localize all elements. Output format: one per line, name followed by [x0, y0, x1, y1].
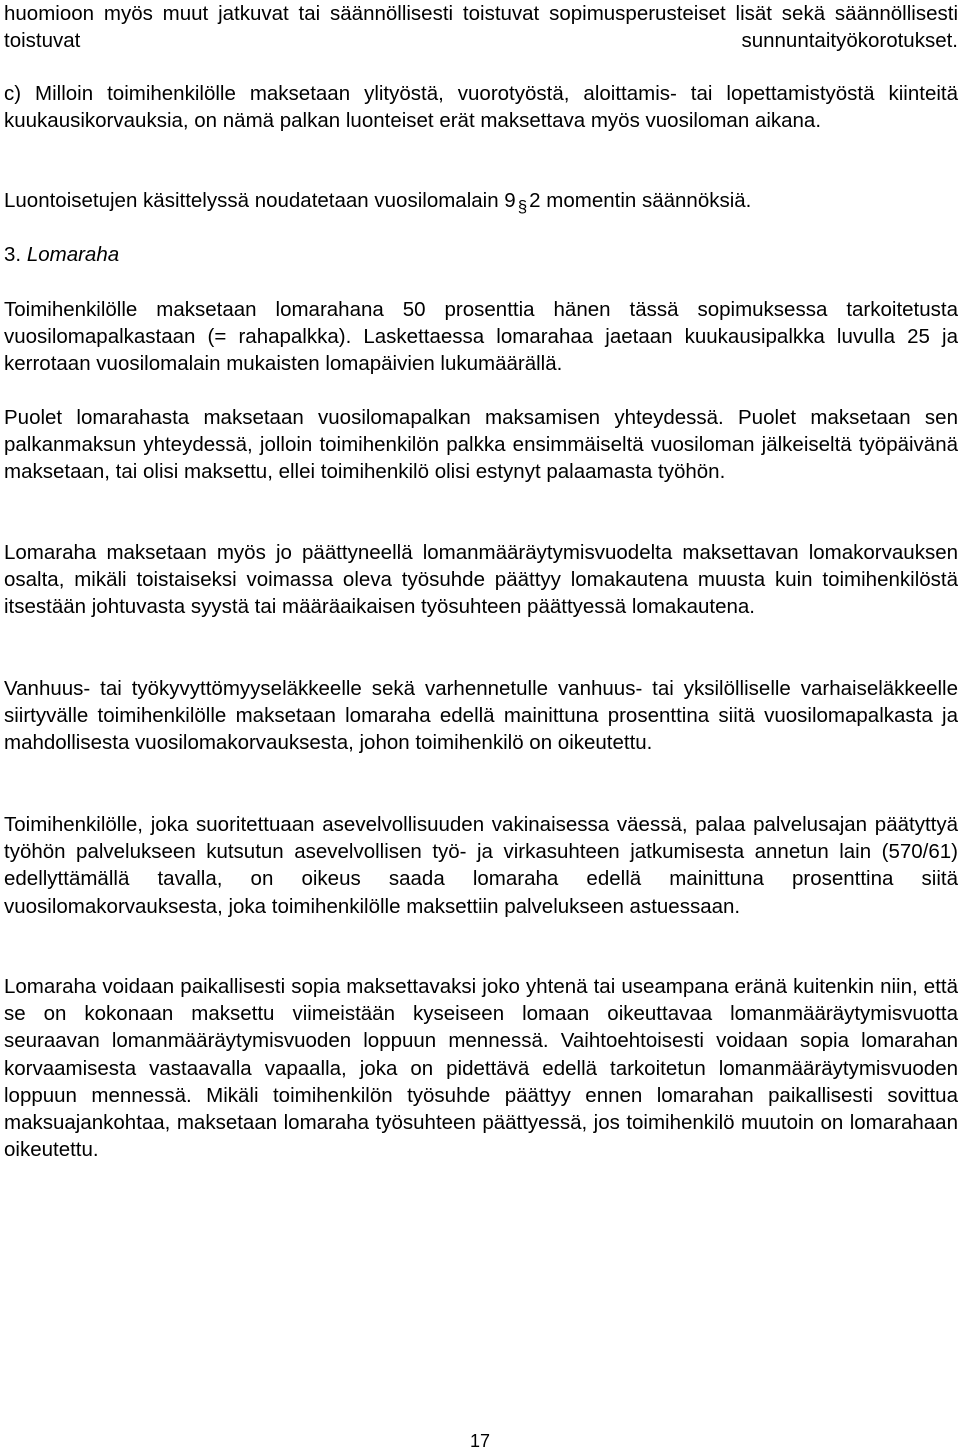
section-symbol: § — [517, 197, 528, 216]
page-number: 17 — [469, 1431, 491, 1451]
paragraph-retirement: Vanhuus- tai työkyvyttömyyseläkkeelle sekä varhennetulle vanhuus- tai yksilölliselle varhaiseläkkeelle siirtyvälle toimihenkilölle maksetaan lomaraha edellä mainittuna prosenttina siitä vuosilomapalkasta ja mahdollisesta vuosilomakorvauksesta, johon toimihenkilö on oikeutettu. — [4, 677, 958, 755]
benefits-rule-text-before: Luontoisetujen käsittelyssä noudatetaan vuosilomalain 9 — [4, 189, 516, 212]
section-heading — [4, 241, 958, 268]
paragraph-holiday-compensation: Lomaraha maksetaan myös jo päättyneellä lomanmääräytymisvuodelta maksettavan lomakorvauksen osalta, mikäli toistaiseksi voimassa oleva työsuhde päättyy lomakautena muusta kuin toimihenkilöstä itsestään johtuvasta syystä tai määräaikaisen työsuhteen päättyessä lomakautena. — [4, 541, 958, 619]
paragraph-payment-timing: Puolet lomarahasta maksetaan vuosilomapalkan maksamisen yhteydessä. Puolet maksetaan sen palkanmaksun yhteydessä, jolloin toimihenkilön palkka ensimmäiseltä vuosiloman jälkeiseltä työpäivänä maksetaan, tai olisi maksettu, ellei toimihenkilö olisi estynyt palaamasta työhön. — [4, 406, 958, 484]
section-number: 3. — [4, 243, 22, 266]
paragraph-lomaraha-amount: Toimihenkilölle maksetaan lomarahana 50 prosenttia hänen tässä sopimuksessa tarkoitetusta vuosilomapalkastaan (= rahapalkka). Laskettaessa lomarahaa jaetaan kuukausipalkka luvulla 25 ja kerrotaan vuosilomalain mukaisten lomapäivien lukumäärällä. — [4, 298, 958, 376]
paragraph-military-service: Toimihenkilölle, joka suoritettuaan asevelvollisuuden vakinaisessa väessä, palaa palvelusajan päätyttyä työhön palvelukseen kutsutun asevelvollisen työ- ja virkasuhteen jatkumisesta annetun lain (570/61) edellyttämällä tavalla, on oikeus saada lomaraha edellä mainittuna prosenttina siitä vuosilomakorvauksesta, joka toimihenkilölle maksettiin palvelukseen astuessaan. — [4, 813, 958, 918]
benefits-rule-paragraph — [4, 187, 958, 215]
item-c-paragraph: c) Milloin toimihenkilölle maksetaan ylityöstä, vuorotyöstä, aloittamis- tai lopettamistyöstä kiinteitä kuukausikorvauksia, on nämä palkan luonteiset erät maksettava myös vuosiloman aikana. — [4, 82, 958, 133]
paragraph-local-agreement: Lomaraha voidaan paikallisesti sopia maksettavaksi joko yhtenä tai useampana eränä kuitenkin niin, että se on kokonaan maksettu viimeistään kyseiseen lomaan oikeuttavaa lomanmääräytymisvuotta seuraavan lomanmääräytymisvuoden loppuun mennessä. Vaihtoehtoisesti voidaan sopia lomarahan korvaamisesta vastaavalla vapaalla, joka on pidettävä edellä tarkoitetun lomanmääräytymisvuoden loppuun mennessä. Mikäli toimihenkilön työsuhde päättyy ennen lomarahan paikallisesti sovittua maksuajankohtaa, maksetaan lomaraha työsuhteen päättyessä, jos toimihenkilö muutoin on lomarahaan oikeutettu. — [4, 975, 958, 1162]
section-title: Lomaraha — [26, 243, 120, 266]
benefits-rule-text-after: 2 momentin säännöksiä. — [529, 189, 752, 212]
continuation-paragraph: huomioon myös muut jatkuvat tai säännöllisesti toistuvat sopimusperusteiset lisät sekä säännöllisesti toistuvat sunnuntaityökorotukset. — [4, 2, 958, 53]
